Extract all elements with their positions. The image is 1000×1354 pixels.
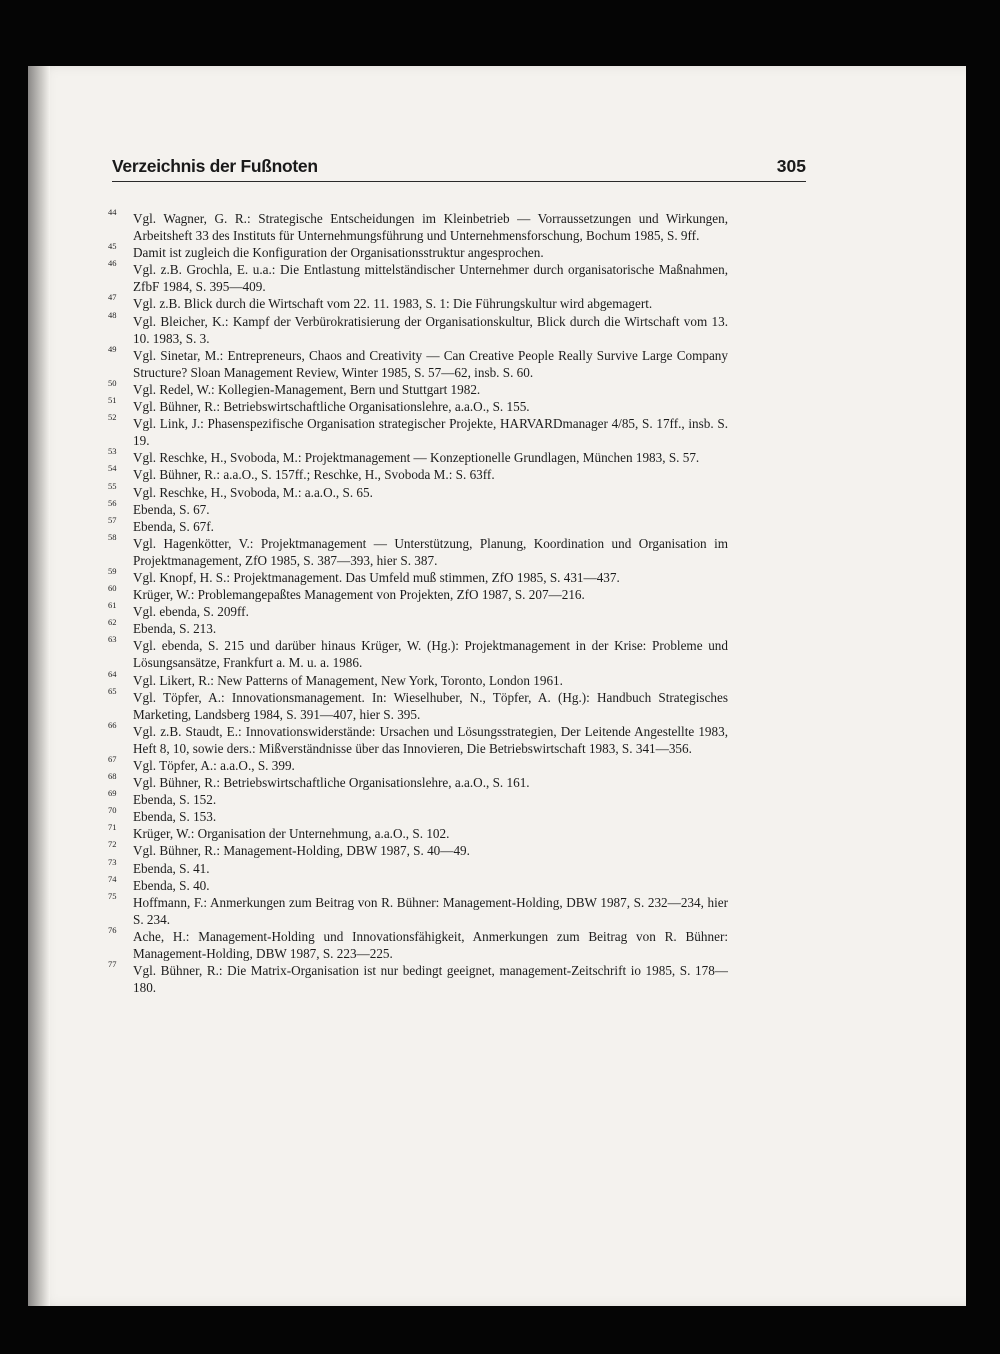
- footnote-item: [108, 377, 728, 398]
- footnote-number: 62: [108, 617, 117, 628]
- footnote-text: Ebenda, S. 213.: [133, 621, 217, 637]
- footnote-number: 60: [108, 583, 117, 594]
- footnote-item: [108, 873, 728, 894]
- footnote-number: 61: [108, 600, 117, 611]
- footnote-text: Vgl. Redel, W.: Kollegien-Management, Bern und Stuttgart 1982.: [133, 381, 481, 397]
- book-page: [28, 66, 966, 1306]
- footnote-list: [108, 207, 728, 996]
- footnote-text: Vgl. Reschke, H., Svoboda, M.: Projektmanagement — Konzeptionelle Grundlagen, München 1983, S. 57.: [133, 450, 700, 466]
- footnote-item: [108, 634, 728, 671]
- footnote-text: Ebenda, S. 67.: [133, 501, 210, 517]
- footnote-number: 44: [108, 207, 117, 217]
- footnote-item: [108, 839, 728, 859]
- footnote-item: [108, 446, 728, 466]
- footnote-number: 73: [108, 856, 117, 867]
- footnote-text: Vgl. Bühner, R.: Betriebswirtschaftliche Organisationslehre, a.a.O., S. 161.: [133, 775, 530, 791]
- footnote-text: Vgl. z.B. Blick durch die Wirtschaft vom 22. 11. 1983, S. 1: Die Führungskultur wird abgemagert.: [133, 296, 653, 312]
- footnote-text: Vgl. Töpfer, A.: Innovationsmanagement. In: Wieselhuber, N., Töpfer, A. (Hg.): Handbuch Strategisches Marketing, Landsberg 1984, S. 391—407, hier S. 395.: [133, 689, 728, 722]
- footnote-text: Vgl. Sinetar, M.: Entrepreneurs, Chaos and Creativity — Can Creative People Really Survive Large Company Structure? Sloan Management Review, Winter 1985, S. 57—62, insb. S. 60.: [133, 347, 728, 380]
- footnote-item: [108, 719, 728, 757]
- footnote-text: Ebenda, S. 40.: [133, 877, 210, 893]
- footnote-number: 58: [108, 531, 117, 542]
- footnote-item: [108, 497, 728, 518]
- footnote-text: Vgl. Reschke, H., Svoboda, M.: a.a.O., S. 65.: [133, 484, 373, 500]
- footnote-text: Vgl. Knopf, H. S.: Projektmanagement. Das Umfeld muß stimmen, ZfO 1985, S. 431—437.: [133, 569, 620, 585]
- footnote-item: [108, 668, 728, 689]
- footnote-number: 63: [108, 634, 117, 645]
- footnote-item: [108, 583, 728, 603]
- footnote-item: [108, 771, 728, 791]
- footnote-number: 77: [108, 959, 117, 970]
- footnote-number: 55: [108, 480, 117, 491]
- footnote-item: [108, 514, 728, 535]
- footnote-text: Ache, H.: Management-Holding und Innovationsfähigkeit, Anmerkungen zum Beitrag von R. Bühner: Management-Holding, DBW 1987, S. 223—225.: [133, 928, 728, 962]
- footnote-text: Vgl. Bühner, R.: Die Matrix-Organisation ist nur bedingt geeignet, management-Zeitschrift io 1985, S. 178—180.: [133, 963, 728, 996]
- footnote-number: 54: [108, 463, 117, 474]
- footnote-text: Damit ist zugleich die Konfiguration der Organisationsstruktur angesprochen.: [133, 245, 544, 261]
- footnote-text: Ebenda, S. 152.: [133, 792, 217, 808]
- footnote-text: Krüger, W.: Organisation der Unternehmung, a.a.O., S. 102.: [133, 826, 450, 842]
- footnote-text: Hoffmann, F.: Anmerkungen zum Beitrag von R. Bühner: Management-Holding, DBW 1987, S. 232—234, hier S. 234.: [133, 894, 728, 927]
- footnote-number: 51: [108, 395, 117, 406]
- footnote-number: 67: [108, 754, 117, 764]
- footnote-item: [108, 565, 728, 586]
- footnote-number: 69: [108, 788, 117, 799]
- footnote-number: 45: [108, 241, 117, 252]
- footnote-text: Vgl. Bühner, R.: Betriebswirtschaftliche Organisationslehre, a.a.O., S. 155.: [133, 399, 530, 415]
- footnote-number: 70: [108, 805, 117, 816]
- footnote-text: Ebenda, S. 41.: [133, 860, 210, 876]
- footnote-item: [108, 412, 728, 449]
- footnote-number: 68: [108, 771, 117, 782]
- footnote-text: Ebenda, S. 153.: [133, 809, 217, 825]
- footnote-text: Krüger, W.: Problemangepaßtes Management von Projekten, ZfO 1987, S. 207—216.: [133, 587, 585, 603]
- footnote-number: 65: [108, 685, 117, 696]
- footnote-item: [108, 531, 728, 569]
- footnote-item: [108, 309, 728, 347]
- footnote-number: 64: [108, 668, 117, 679]
- footnote-item: [108, 856, 728, 877]
- footnote-number: 74: [108, 873, 117, 884]
- footnote-number: 75: [108, 890, 117, 901]
- footnote-text: Ebenda, S. 67f.: [133, 518, 214, 534]
- footnote-item: [108, 788, 728, 808]
- footnote-text: Vgl. Hagenkötter, V.: Projektmanagement — Unterstützung, Planung, Koordination und Organisation im Projektmanagement, ZfO 1985, S. 387—393, hier S. 387.: [133, 535, 728, 568]
- footnote-text: Vgl. Bühner, R.: Management-Holding, DBW 1987, S. 40—49.: [133, 843, 470, 859]
- footnote-item: [108, 600, 728, 620]
- footnote-item: [108, 292, 728, 312]
- footnote-text: Vgl. Wagner, G. R.: Strategische Entscheidungen im Kleinbetrieb — Vorraussetzungen und Wirkungen, Arbeitsheft 33 des Instituts für Unternehmungsführung und Unternehmensforschung, Bochum 1985, S. 9ff.: [133, 211, 728, 244]
- footnote-number: 47: [108, 292, 117, 303]
- footnote-item: [108, 395, 728, 415]
- footnote-text: Vgl. z.B. Grochla, E. u.a.: Die Entlastung mittelständischer Unternehmer durch organisatorische Maßnahmen, ZfbF 1984, S. 395—409.: [133, 262, 728, 295]
- footnote-number: 56: [108, 497, 117, 508]
- footnote-number: 71: [108, 822, 117, 833]
- footnote-text: Vgl. ebenda, S. 215 und darüber hinaus Krüger, W. (Hg.): Projektmanagement in der Krise: Probleme und Lösungsansätze, Frankfurt a. M. u. a. 1986.: [133, 638, 728, 671]
- footnote-item: [108, 754, 728, 774]
- footnote-number: 52: [108, 412, 117, 423]
- footnote-number: 48: [108, 309, 117, 320]
- page-title: Verzeichnis der Fußnoten: [112, 156, 318, 176]
- footnote-text: Vgl. Likert, R.: New Patterns of Management, New York, Toronto, London 1961.: [133, 672, 563, 688]
- running-header: [112, 156, 806, 184]
- footnote-text: Vgl. Töpfer, A.: a.a.O., S. 399.: [133, 758, 295, 773]
- footnote-item: [108, 258, 728, 295]
- footnote-text: Vgl. Bühner, R.: a.a.O., S. 157ff.; Reschke, H., Svoboda M.: S. 63ff.: [133, 467, 495, 483]
- footnote-item: [108, 685, 728, 723]
- footnote-item: [108, 463, 728, 483]
- footnote-item: [108, 805, 728, 825]
- footnote-number: 59: [108, 565, 117, 576]
- footnote-number: 76: [108, 924, 117, 935]
- footnote-item: [108, 924, 728, 962]
- footnote-item: [108, 959, 728, 996]
- footnote-number: 72: [108, 839, 117, 850]
- footnote-number: 46: [108, 258, 117, 269]
- footnote-text: Vgl. z.B. Staudt, E.: Innovationswiderstände: Ursachen und Lösungsstrategien, Der Leitende Angestellte 1983, Heft 8, 10, sowie ders.: Mißverständnisse über das Innovieren, Die Betriebswirtschaft 1983, S. 341—356.: [133, 723, 728, 756]
- footnote-number: 53: [108, 446, 117, 457]
- footnote-number: 57: [108, 514, 117, 525]
- footnote-number: 49: [108, 343, 117, 354]
- header-divider: [112, 181, 806, 182]
- footnote-number: 50: [108, 377, 117, 388]
- page-spine-shadow: [28, 66, 50, 1306]
- footnote-text: Vgl. Link, J.: Phasenspezifische Organisation strategischer Projekte, HARVARDmanager 4/85, S. 17ff., insb. S. 19.: [133, 416, 728, 449]
- footnote-item: [108, 890, 728, 928]
- footnote-item: [108, 617, 728, 637]
- footnote-text: Vgl. Bleicher, K.: Kampf der Verbürokratisierung der Organisationskultur, Blick durch die Wirtschaft vom 13. 10. 1983, S. 3.: [133, 313, 728, 346]
- footnote-item: [108, 822, 728, 842]
- footnote-item: [108, 207, 728, 244]
- footnote-item: [108, 480, 728, 501]
- footnote-item: [108, 241, 728, 261]
- page-number: 305: [776, 156, 806, 176]
- footnote-text: Vgl. ebenda, S. 209ff.: [133, 604, 249, 620]
- footnote-item: [108, 343, 728, 381]
- footnote-number: 66: [108, 719, 117, 730]
